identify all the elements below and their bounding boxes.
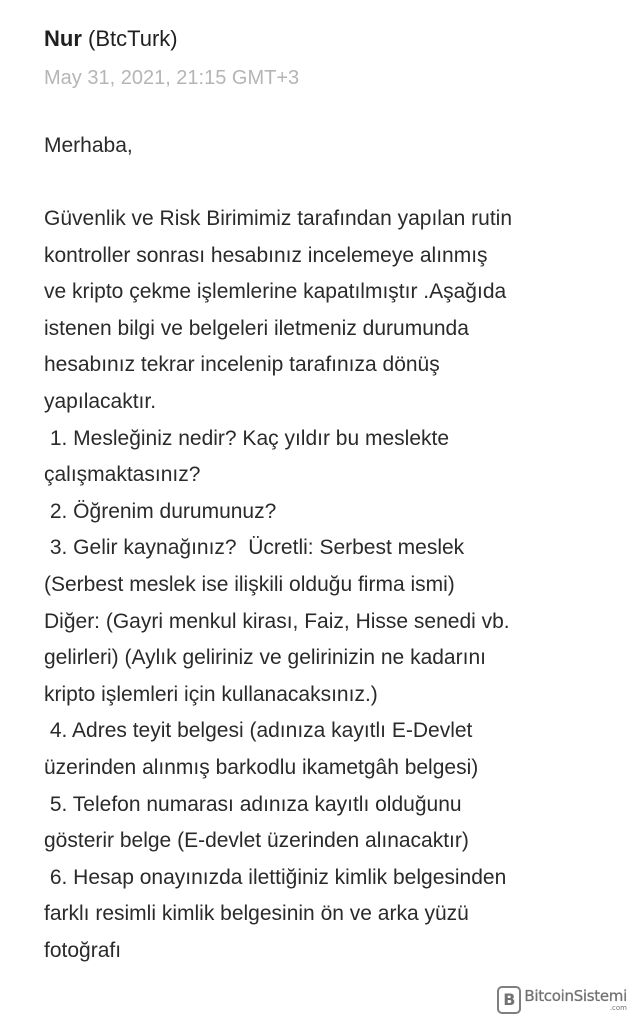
email-date: May 31, 2021, 21:15 GMT+3 [44, 67, 300, 89]
email-greeting: Merhaba, [44, 134, 133, 157]
email-body-line: çalışmaktasınız? [44, 463, 201, 487]
email-sender [44, 24, 178, 54]
email-body-line: istenen bilgi ve belgeleri iletmeniz durumunda [44, 316, 469, 340]
email-body-line: (Serbest meslek ise ilişkili olduğu firma ismi) [44, 572, 455, 596]
email-body-line: ve kripto çekme işlemlerine kapatılmıştır .Aşağıda [44, 280, 507, 304]
sender-org: (BtcTurk) [88, 26, 178, 51]
watermark-text [524, 988, 627, 1012]
email-body-line: 5. Telefon numarası adınıza kayıtlı olduğunu [44, 792, 462, 816]
email-body-line: 3. Gelir kaynağınız? Ücretli: Serbest meslek [44, 536, 465, 560]
email-body-line: 1. Mesleğiniz nedir? Kaç yıldır bu meslekte [44, 426, 450, 450]
email-body-line: 2. Öğrenim durumunuz? [44, 499, 277, 523]
email-body-line: 4. Adres teyit belgesi (adınıza kayıtlı E-Devlet [44, 719, 473, 743]
email-body-line: kontroller sonrası hesabınız incelemeye alınmış [44, 243, 488, 267]
email-body-line: 6. Hesap onayınızda ilettiğiniz kimlik belgesinden [44, 865, 507, 889]
email-body-line: gösterir belge (E-devlet üzerinden alınacaktır) [44, 829, 469, 853]
email-body-lines [44, 201, 634, 969]
watermark-main-text: BitcoinSistemi [524, 987, 627, 1005]
email-body-line: kripto işlemleri için kullanacaksınız.) [44, 682, 378, 706]
email-body-line: üzerinden alınmış barkodlu ikametgâh belgesi) [44, 755, 479, 779]
email-body-line: Güvenlik ve Risk Birimimiz tarafından yapılan rutin [44, 207, 513, 230]
email-body-line: gelirleri) (Aylık geliriniz ve gelirinizin ne kadarını [44, 646, 486, 670]
watermark [497, 986, 627, 1014]
bitcoinsistemi-logo-icon: B [497, 986, 521, 1014]
email-body-line: fotoğrafı [44, 938, 122, 962]
email-body-line: yapılacaktır. [44, 389, 157, 413]
email-body [44, 128, 634, 969]
sender-name: Nur [44, 26, 82, 51]
email-body-line: farklı resimli kimlik belgesinin ön ve arka yüzü [44, 902, 469, 926]
watermark-subtext: .com [609, 1004, 627, 1012]
email-body-line: hesabınız tekrar incelenip tarafınıza dönüş [44, 353, 440, 377]
email-body-line: Diğer: (Gayri menkul kirası, Faiz, Hisse senedi vb. [44, 609, 510, 633]
